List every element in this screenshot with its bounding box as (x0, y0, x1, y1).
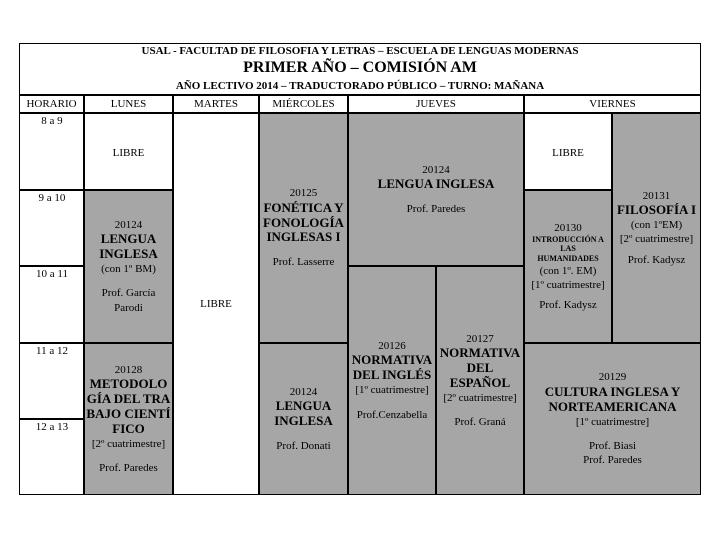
course-code: 20125 (289, 187, 318, 200)
course-note: [1º cuatrimestre] (531, 278, 605, 291)
miercoles-lengua-inglesa-cell (259, 343, 348, 495)
martes-libre-cell (173, 113, 259, 495)
course-subject: INTRODUCCIÓN A LAS HUMANIDADES (532, 234, 604, 263)
course-professor: Prof. Paredes (406, 202, 466, 215)
col-header-lunes: LUNES (84, 95, 173, 113)
viernes-introduccion-cell (524, 190, 612, 343)
course-note: [2º cuatrimestre] (619, 233, 694, 246)
jueves-lengua-inglesa-cell (348, 113, 524, 266)
jueves-normativa-espanol-cell (436, 266, 524, 495)
course-subject: FONÉTICA Y FONOLOGÍA INGLESAS I (263, 199, 344, 245)
time-label: 9 a 10 (38, 192, 66, 204)
course-code: 20130 (554, 221, 582, 234)
course-professor: Prof. Kadysz (539, 299, 597, 312)
course-professor: Prof. Paredes (99, 462, 158, 475)
time-label: 10 a 11 (36, 268, 68, 280)
time-label: 11 a 12 (36, 345, 68, 357)
martes-libre-text: LIBRE (200, 297, 232, 310)
course-professor: Prof. García Parodi (101, 287, 156, 314)
course-note: (con 1º BM) (101, 263, 156, 276)
course-professor: Prof. Kadysz (627, 253, 686, 266)
course-professor: Prof.Cenzabella (356, 408, 428, 421)
viernes-cultura-cell (524, 343, 701, 495)
course-subject: LENGUA INGLESA (99, 231, 158, 262)
course-code: 20124 (422, 163, 450, 176)
lunes-libre-text: LIBRE (112, 147, 145, 159)
course-code: 20124 (289, 385, 318, 398)
viernes-libre-cell (524, 113, 612, 190)
miercoles-fonetica-cell (259, 113, 348, 343)
header-subtitle: AÑO LECTIVO 2014 – TRADUCTORADO PÚBLICO – TURNO: MAÑANA (175, 80, 545, 92)
course-note: [2º cuatrimestre] (443, 391, 517, 404)
col-header-horario: HORARIO (19, 95, 84, 113)
viernes-filosofia-cell (612, 113, 701, 343)
course-subject: FILOSOFÍA I (616, 202, 697, 218)
course-code: 20127 (466, 332, 494, 345)
course-code: 20126 (378, 340, 406, 353)
course-subject: NORMATIVA DEL ESPAÑOL (439, 344, 521, 390)
col-header-martes: MARTES (173, 95, 259, 113)
course-subject: LENGUA INGLESA (377, 176, 495, 192)
course-professor: Prof. Donati (276, 439, 331, 452)
jueves-normativa-ingles-cell (348, 266, 436, 495)
lunes-metodologia-cell (84, 343, 173, 495)
course-note: [1º cuatrimestre] (355, 384, 429, 397)
lunes-lengua-inglesa-cell (84, 190, 173, 343)
course-subject: NORMATIVA DEL INGLÉS (351, 352, 433, 383)
course-note: (con 1ºEM) (630, 219, 683, 232)
course-code: 20131 (642, 189, 671, 202)
course-note: [2º cuatrimestre] (91, 437, 166, 450)
course-code: 20129 (598, 371, 627, 384)
course-note: [1º cuatrimestre] (575, 415, 650, 428)
course-code: 20124 (114, 218, 143, 231)
course-note: (con 1º. EM) (539, 264, 597, 277)
course-subject: CULTURA INGLESA Y NORTEAMERICANA (544, 383, 681, 414)
lunes-libre-cell (84, 113, 173, 190)
course-professor: Prof. Graná (454, 416, 506, 429)
course-subject: METODOLOGÍA DEL TRABAJO CIENTÍFICO (86, 375, 171, 436)
viernes-libre-text: LIBRE (552, 147, 584, 159)
time-label: 8 a 9 (41, 115, 63, 127)
course-professor: Prof. Paredes (583, 454, 642, 467)
course-subject: LENGUA INGLESA (274, 398, 333, 428)
col-header-jueves: JUEVES (348, 95, 524, 113)
course-professor: Prof. Lasserre (272, 256, 335, 269)
time-label: 12 a 13 (35, 421, 69, 433)
header-institution: USAL - FACULTAD DE FILOSOFIA Y LETRAS – ESCUELA DE LENGUAS MODERNAS (141, 45, 579, 57)
course-professor: Prof. Biasi (588, 439, 637, 452)
course-code: 20128 (114, 363, 143, 376)
header-title: PRIMER AÑO – COMISIÓN AM (243, 59, 477, 76)
col-header-viernes: VIERNES (524, 95, 701, 113)
col-header-miercoles: MIÉRCOLES (259, 95, 348, 113)
